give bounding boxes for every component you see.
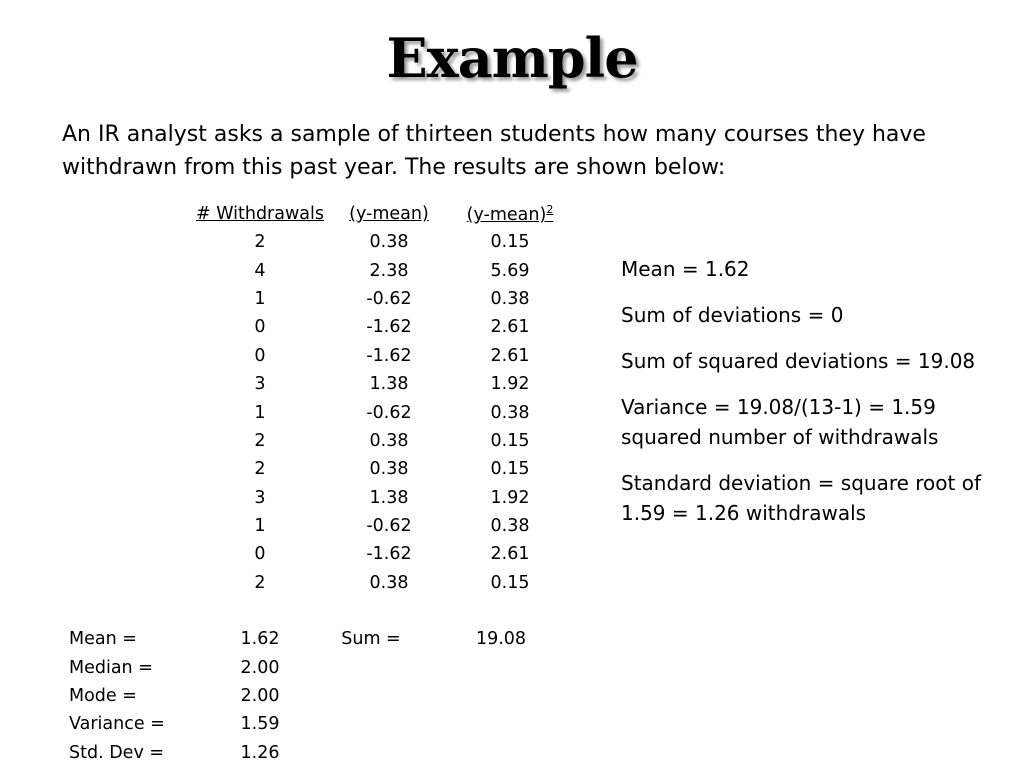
summary-row bbox=[69, 710, 556, 738]
deviation-cell: 2.38 bbox=[369, 260, 409, 281]
note-sum-squared-deviations: Sum of squared deviations = 19.08 bbox=[621, 349, 976, 373]
deviation-cell: -0.62 bbox=[366, 288, 412, 309]
squared-deviation-cell: 2.61 bbox=[490, 345, 530, 366]
variance-label: Variance = bbox=[69, 714, 165, 735]
slide-title: Example bbox=[386, 26, 638, 90]
withdrawals-cell: 1 bbox=[254, 516, 266, 537]
withdrawals-cell: 1 bbox=[254, 402, 266, 423]
deviation-cell: 0.38 bbox=[369, 572, 409, 593]
table-row bbox=[186, 540, 576, 568]
table-row bbox=[186, 512, 576, 540]
header-squared-base: (y-mean) bbox=[466, 205, 547, 225]
withdrawals-cell: 0 bbox=[254, 345, 266, 366]
withdrawals-cell: 3 bbox=[254, 487, 266, 508]
withdrawals-cell: 2 bbox=[254, 459, 266, 480]
deviation-cell: -0.62 bbox=[366, 402, 412, 423]
summary-row bbox=[69, 682, 556, 710]
sum-label: Sum = bbox=[341, 629, 401, 650]
table-body bbox=[186, 228, 576, 597]
note-variance-line-2: squared number of withdrawals bbox=[621, 425, 939, 449]
squared-deviation-cell: 2.61 bbox=[490, 317, 530, 338]
deviation-cell: 0.38 bbox=[369, 232, 409, 253]
median-label: Median = bbox=[69, 657, 153, 678]
withdrawals-cell: 0 bbox=[254, 317, 266, 338]
deviation-cell: -1.62 bbox=[366, 544, 412, 565]
table-row bbox=[186, 370, 576, 398]
withdrawals-cell: 0 bbox=[254, 544, 266, 565]
table-row bbox=[186, 313, 576, 341]
table-row bbox=[186, 484, 576, 512]
header-withdrawals: # Withdrawals bbox=[195, 204, 324, 224]
stddev-value: 1.26 bbox=[240, 742, 280, 763]
mean-label: Mean = bbox=[69, 629, 137, 650]
squared-deviation-cell: 0.38 bbox=[490, 516, 530, 537]
squared-deviation-cell: 0.15 bbox=[490, 459, 530, 480]
squared-deviation-cell: 0.15 bbox=[490, 430, 530, 451]
summary-row bbox=[69, 739, 556, 767]
deviation-cell: 1.38 bbox=[369, 487, 409, 508]
note-sum-deviations: Sum of deviations = 0 bbox=[621, 303, 844, 327]
squared-deviation-cell: 0.38 bbox=[490, 288, 530, 309]
withdrawals-cell: 3 bbox=[254, 374, 266, 395]
stddev-label: Std. Dev = bbox=[69, 742, 165, 763]
table-row bbox=[186, 569, 576, 597]
summary-statistics bbox=[69, 625, 556, 767]
squared-deviation-cell: 0.15 bbox=[490, 572, 530, 593]
squared-deviation-cell: 5.69 bbox=[490, 260, 530, 281]
table-row bbox=[186, 256, 576, 284]
calculation-notes bbox=[621, 254, 1016, 544]
table-row bbox=[186, 228, 576, 256]
note-variance bbox=[621, 392, 1016, 452]
squared-deviation-cell: 0.15 bbox=[490, 232, 530, 253]
summary-row bbox=[69, 653, 556, 681]
deviation-cell: -0.62 bbox=[366, 516, 412, 537]
deviation-cell: 1.38 bbox=[369, 374, 409, 395]
withdrawals-cell: 2 bbox=[254, 232, 266, 253]
intro-text bbox=[62, 118, 1002, 184]
withdrawals-cell: 1 bbox=[254, 288, 266, 309]
intro-line-2: withdrawn from this past year. The results are shown below: bbox=[62, 155, 726, 180]
table-row bbox=[186, 455, 576, 483]
withdrawals-cell: 2 bbox=[254, 430, 266, 451]
squared-deviation-cell: 2.61 bbox=[490, 544, 530, 565]
median-value: 2.00 bbox=[240, 657, 280, 678]
note-standard-deviation bbox=[621, 468, 1016, 528]
deviation-cell: 0.38 bbox=[369, 459, 409, 480]
mean-value: 1.62 bbox=[240, 629, 280, 650]
table-row bbox=[186, 427, 576, 455]
note-variance-line-1: Variance = 19.08/(13-1) = 1.59 bbox=[621, 395, 936, 419]
header-squared-deviation bbox=[444, 200, 576, 228]
header-deviation: (y-mean) bbox=[349, 204, 429, 224]
squared-deviation-cell: 1.92 bbox=[490, 487, 530, 508]
mode-label: Mode = bbox=[69, 685, 137, 706]
note-mean: Mean = 1.62 bbox=[621, 257, 750, 281]
note-sd-line-1: Standard deviation = square root of bbox=[621, 471, 981, 495]
deviation-cell: -1.62 bbox=[366, 345, 412, 366]
squared-deviation-cell: 0.38 bbox=[490, 402, 530, 423]
intro-line-1: An IR analyst asks a sample of thirteen students how many courses they have bbox=[62, 122, 926, 147]
header-squared-exponent: 2 bbox=[546, 203, 554, 216]
mode-value: 2.00 bbox=[240, 685, 280, 706]
variance-value: 1.59 bbox=[240, 714, 280, 735]
note-sd-line-2: 1.59 = 1.26 withdrawals bbox=[621, 501, 867, 525]
summary-row bbox=[69, 625, 556, 653]
withdrawals-cell: 2 bbox=[254, 572, 266, 593]
table-header-row bbox=[186, 200, 576, 228]
table-row bbox=[186, 342, 576, 370]
deviation-cell: -1.62 bbox=[366, 317, 412, 338]
sum-value: 19.08 bbox=[475, 629, 527, 650]
withdrawals-table bbox=[186, 200, 576, 597]
table-row bbox=[186, 398, 576, 426]
table-row bbox=[186, 285, 576, 313]
withdrawals-cell: 4 bbox=[254, 260, 266, 281]
squared-deviation-cell: 1.92 bbox=[490, 374, 530, 395]
deviation-cell: 0.38 bbox=[369, 430, 409, 451]
